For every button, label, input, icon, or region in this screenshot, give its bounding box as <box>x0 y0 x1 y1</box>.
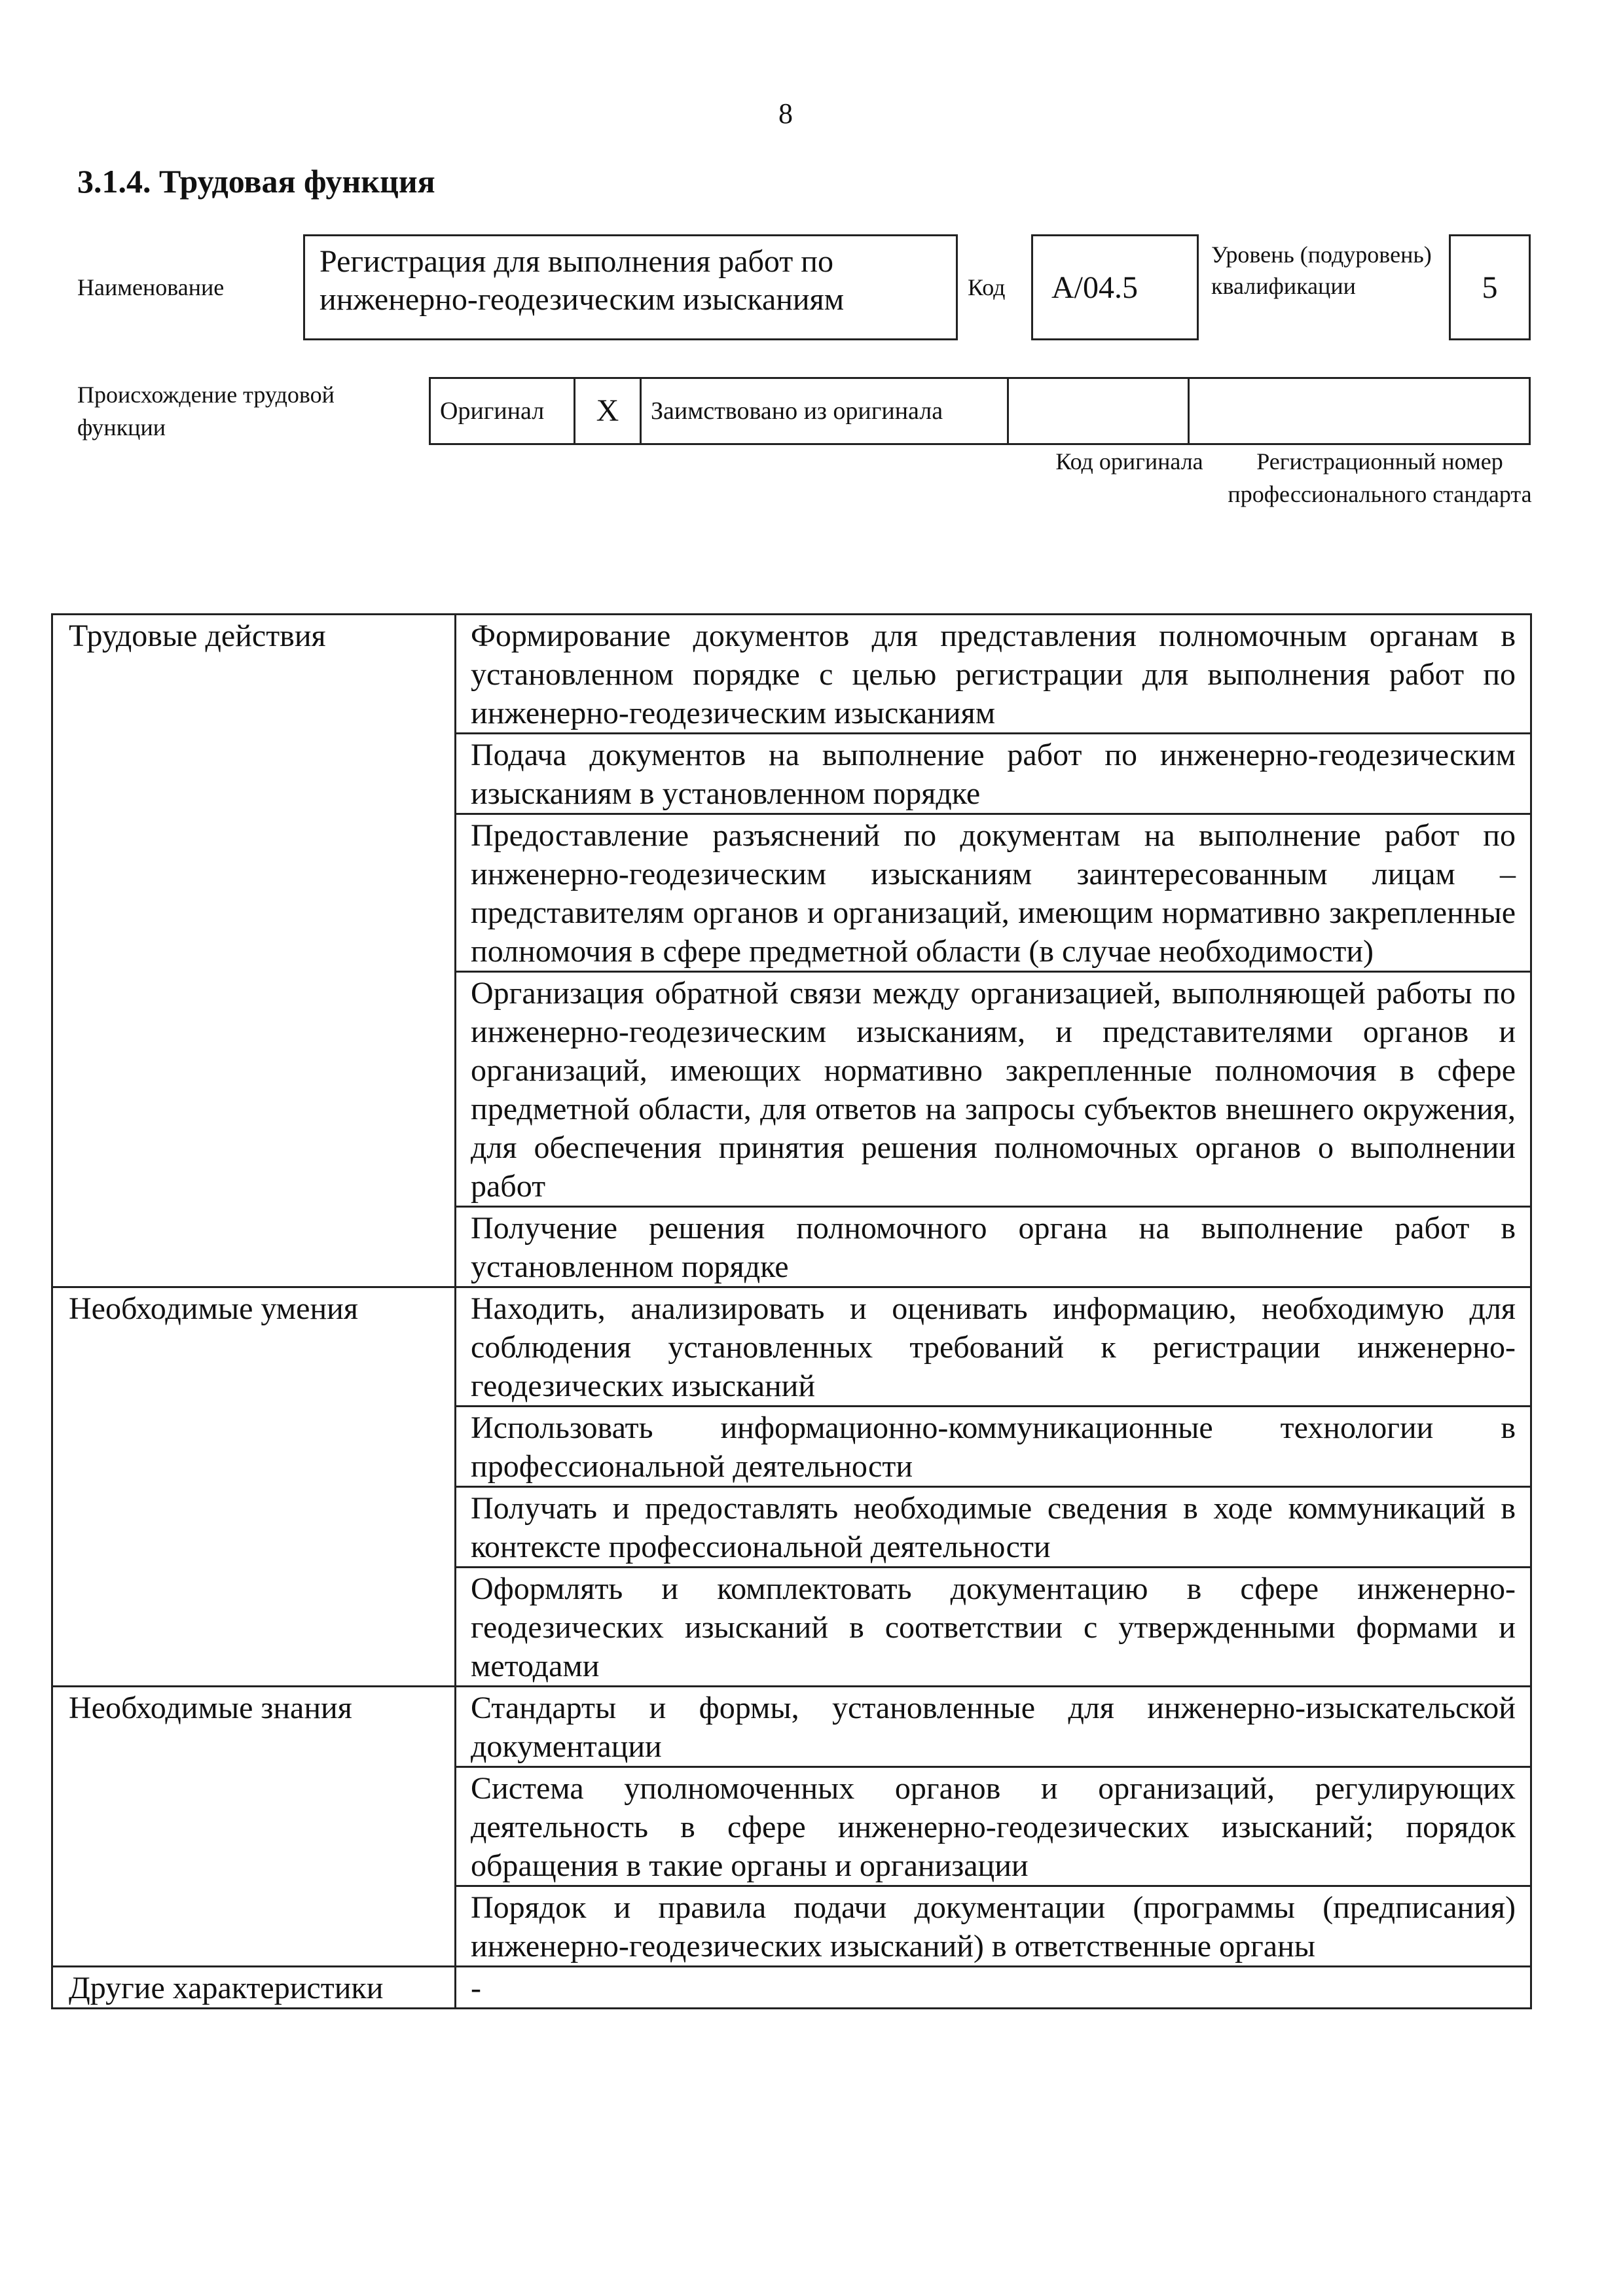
reg-number-cell <box>1189 378 1530 444</box>
item-cell: Оформлять и комплектовать документацию в сфере инженерно-геодезических изысканий в соответствии с утвержденными формами и методами <box>456 1568 1531 1687</box>
item-cell: Получение решения полномочного органа на выполнение работ в установленном порядке <box>456 1207 1531 1287</box>
original-code-cell <box>1008 378 1189 444</box>
category-cell: Необходимые умения <box>52 1287 456 1687</box>
category-cell: Трудовые действия <box>52 615 456 1287</box>
item-cell: Организация обратной связи между организацией, выполняющей работы по инженерно-геодезическим изысканиям, и представителями органов и организаций, имеющих нормативно закрепленные полномочия в сфере предметной области, для ответов на запросы субъектов внешнего окружения, для обеспечения принятия решения полномочных органов о выполнении работ <box>456 972 1531 1207</box>
item-cell: - <box>456 1967 1531 2009</box>
reg-caption: Регистрационный номер профессионального стандарта <box>1228 448 1532 507</box>
borrowed-label: Заимствовано из оригинала <box>641 378 1008 444</box>
category-cell: Необходимые знания <box>52 1687 456 1967</box>
item-cell: Формирование документов для представления полномочным органам в установленном порядке с целью регистрации для выполнения работ по инженерно-геодезическим изысканиям <box>456 615 1531 734</box>
code-box: А/04.5 <box>1031 234 1199 340</box>
original-mark: X <box>575 378 641 444</box>
origin-label: Происхождение трудовой функции <box>77 382 335 440</box>
section-title: 3.1.4. Трудовая функция <box>77 163 435 200</box>
level-box: 5 <box>1449 234 1531 340</box>
table-row <box>52 1687 1531 1767</box>
code-caption: Код оригинала <box>1055 448 1203 475</box>
item-cell: Находить, анализировать и оценивать информацию, необходимую для соблюдения установленных требований к регистрации инженерно-геодезических изысканий <box>456 1287 1531 1407</box>
item-cell: Подача документов на выполнение работ по инженерно-геодезическим изысканиям в установленном порядке <box>456 734 1531 814</box>
item-cell: Стандарты и формы, установленные для инженерно-изыскательской документации <box>456 1687 1531 1767</box>
function-details-table <box>51 613 1532 2009</box>
table-row <box>52 1287 1531 1407</box>
page-number: 8 <box>778 98 793 130</box>
category-cell: Другие характеристики <box>52 1967 456 2009</box>
item-cell: Система уполномоченных органов и организаций, регулирующих деятельность в сфере инженерно-геодезических изысканий; порядок обращения в такие органы и организации <box>456 1767 1531 1886</box>
name-label: Наименование <box>77 274 225 300</box>
item-cell: Порядок и правила подачи документации (программы (предписания) инженерно-геодезических изысканий) в ответственные органы <box>456 1886 1531 1967</box>
original-label: Оригинал <box>430 378 575 444</box>
function-name-box: Регистрация для выполнения работ по инженерно-геодезическим изысканиям <box>303 234 958 340</box>
table-row <box>52 615 1531 734</box>
table-row <box>52 1967 1531 2009</box>
item-cell: Предоставление разъяснений по документам на выполнение работ по инженерно-геодезическим изысканиям заинтересованным лицам – представителям органов и организаций, имеющим нормативно закрепленные полномочия в сфере предметной области (в случае необходимости) <box>456 814 1531 972</box>
origin-table <box>429 377 1531 445</box>
item-cell: Получать и предоставлять необходимые сведения в ходе коммуникаций в контексте профессиональной деятельности <box>456 1487 1531 1568</box>
item-cell: Использовать информационно-коммуникационные технологии в профессиональной деятельности <box>456 1407 1531 1487</box>
code-label: Код <box>968 274 1006 300</box>
level-label: Уровень (подуровень) квалификации <box>1211 242 1432 299</box>
